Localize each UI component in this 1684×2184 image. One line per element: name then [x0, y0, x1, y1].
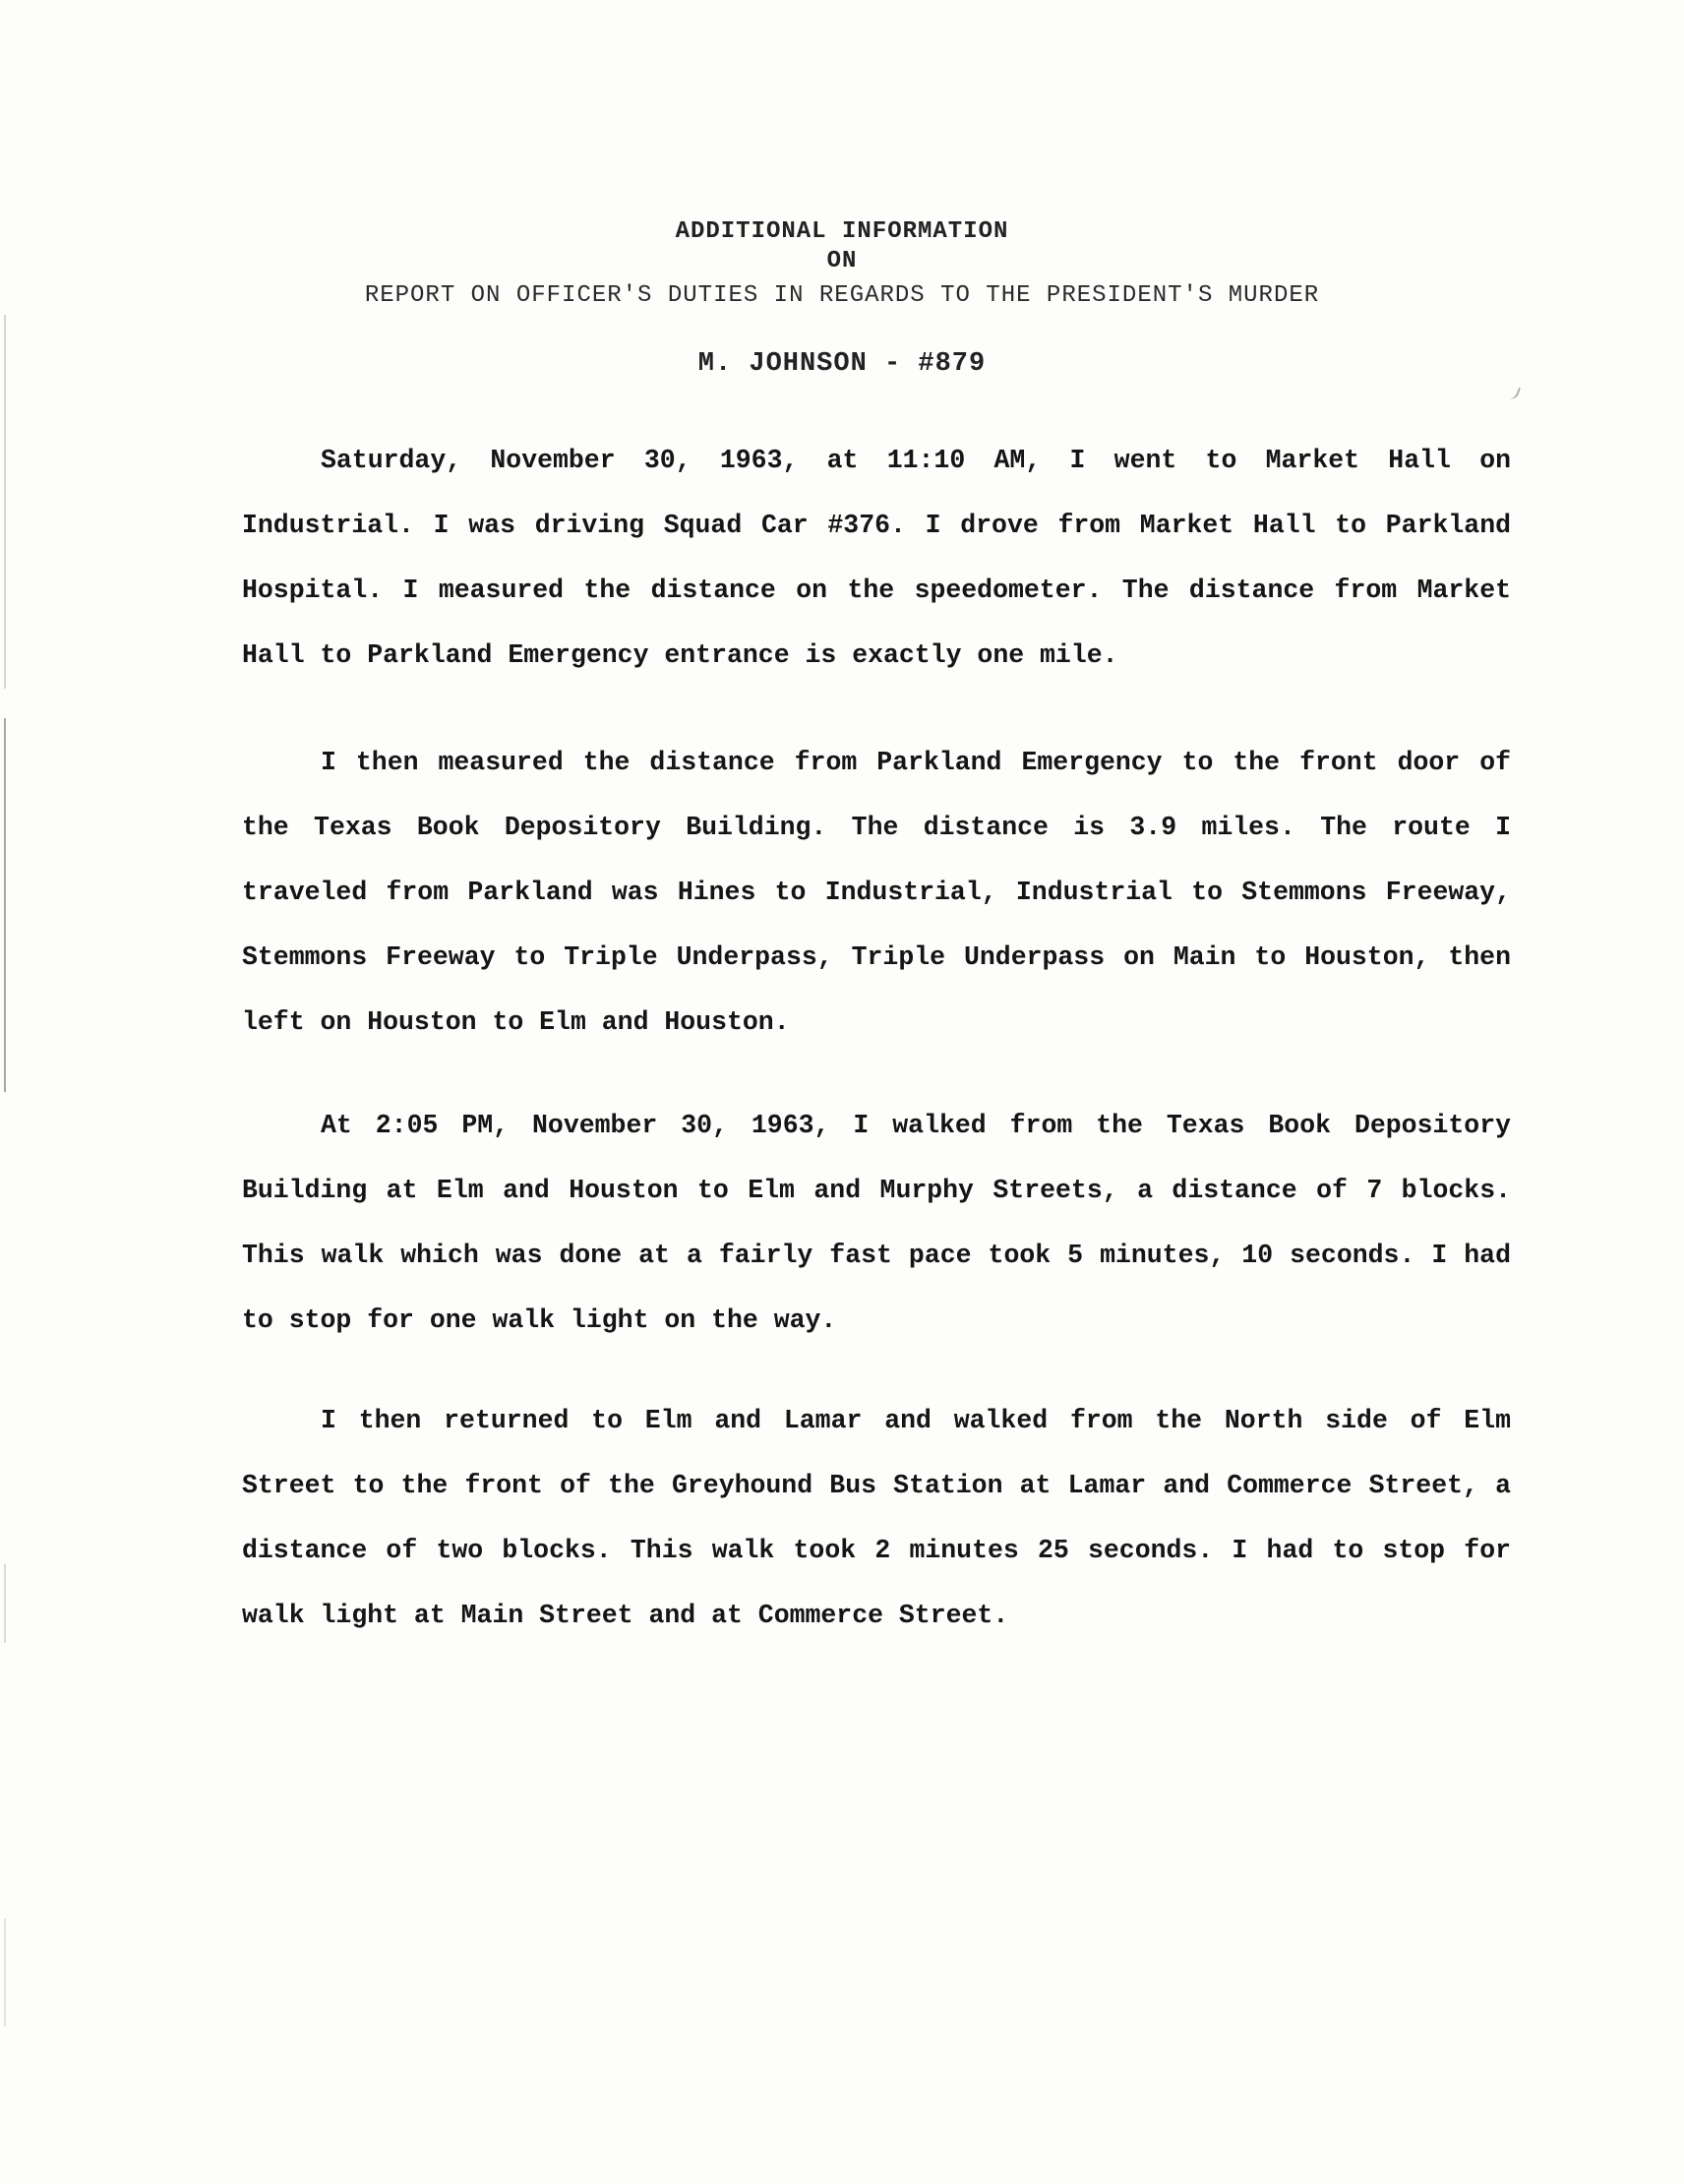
scan-margin-mark	[4, 1918, 6, 2027]
stray-pen-mark	[1505, 384, 1521, 400]
document-title: ADDITIONAL INFORMATION	[675, 218, 1009, 245]
scan-margin-mark	[4, 1564, 6, 1643]
document-title-on: ON	[826, 248, 858, 274]
paragraph-3: At 2:05 PM, November 30, 1963, I walked from the Texas Book Depository Building at Elm and Houston to Elm and Murphy Streets, a distance of 7 blocks. This walk which was done at a fairly fast pace took 5 minutes, 10 seconds. I had to stop for one walk light on the way.	[242, 1111, 1511, 1335]
scan-margin-mark	[4, 718, 6, 1092]
document-author: M. JOHNSON - #879	[697, 349, 987, 379]
paragraph-2: I then measured the distance from Parkland Emergency to the front door of the Texas Book Depository Building. The distance is 3.9 miles. The route I traveled from Parkland was Hines to Industrial, Industrial to Stemmons Freeway, Stemmons Freeway to Triple Underpass, Triple Underpass on Main to Houston, then left on Houston to Elm and Houston.	[242, 748, 1511, 1037]
paragraph-1: Saturday, November 30, 1963, at 11:10 AM, I went to Market Hall on Industrial. I was driving Squad Car #376. I drove from Market Hall to Parkland Hospital. I measured the distance on the speedometer. The distance from Market Hall to Parkland Emergency entrance is exactly one mile.	[242, 446, 1511, 670]
paragraph-4: I then returned to Elm and Lamar and walked from the North side of Elm Street to the front of the Greyhound Bus Station at Lamar and Commerce Street, a distance of two blocks. This walk took 2 minutes 25 seconds. I had to stop for walk light at Main Street and at Commerce Street.	[242, 1406, 1511, 1630]
document-subtitle: REPORT ON OFFICER'S DUTIES IN REGARDS TO THE PRESIDENT'S MURDER	[364, 282, 1320, 309]
